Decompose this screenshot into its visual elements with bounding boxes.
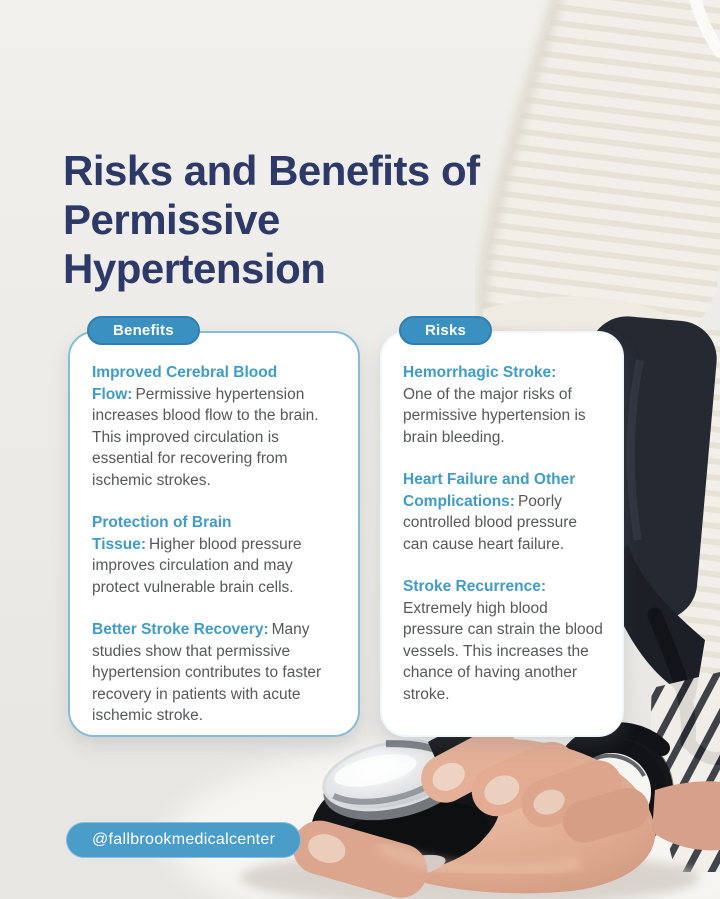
item-heading: Hemorrhagic Stroke: xyxy=(403,364,557,381)
item-heading: Better Stroke Recovery: xyxy=(92,621,269,639)
item-body: Many studies show that permissive hypertension contributes to faster recovery in patients with acute ischemic stroke. xyxy=(92,621,322,725)
page-title-line: Hypertension xyxy=(63,245,326,293)
item-body: Higher blood pressure improves circulation and may protect vulnerable brain cells. xyxy=(92,535,302,596)
benefit-item xyxy=(92,362,337,491)
page-title-line: Permissive xyxy=(63,196,280,244)
item-heading: Protection of Brain Tissue: xyxy=(92,514,232,553)
risk-item xyxy=(403,362,604,448)
page-title-line: Risks and Benefits of xyxy=(63,147,480,194)
risk-item xyxy=(403,469,604,555)
item-heading: Stroke Recurrence: xyxy=(403,578,547,596)
risks-card-body xyxy=(382,333,622,705)
benefit-item xyxy=(92,512,337,598)
benefits-badge: Benefits xyxy=(87,316,200,345)
risk-item xyxy=(403,576,604,705)
benefit-item xyxy=(92,619,337,727)
item-body: Extremely high blood pressure can strain the blood vessels. This increases the chance of having another stroke. xyxy=(403,599,603,703)
item-body: Poorly controlled blood pressure can cause heart failure. xyxy=(403,492,578,553)
benefits-card xyxy=(68,322,360,737)
risks-badge: Risks xyxy=(399,316,492,345)
benefits-card-body xyxy=(70,333,358,727)
item-heading: Improved Cerebral Blood Flow: xyxy=(92,364,278,403)
social-handle-pill: @fallbrookmedicalcenter xyxy=(66,822,301,858)
item-body: One of the major risks of permissive hypertension is brain bleeding. xyxy=(403,385,586,446)
page-title xyxy=(63,146,543,293)
item-heading: Heart Failure and Other Complications: xyxy=(403,471,576,510)
risks-card xyxy=(380,322,624,737)
item-body: Permissive hypertension increases blood flow to the brain. This improved circulation is essential for recovering from ischemic strokes. xyxy=(92,385,319,489)
